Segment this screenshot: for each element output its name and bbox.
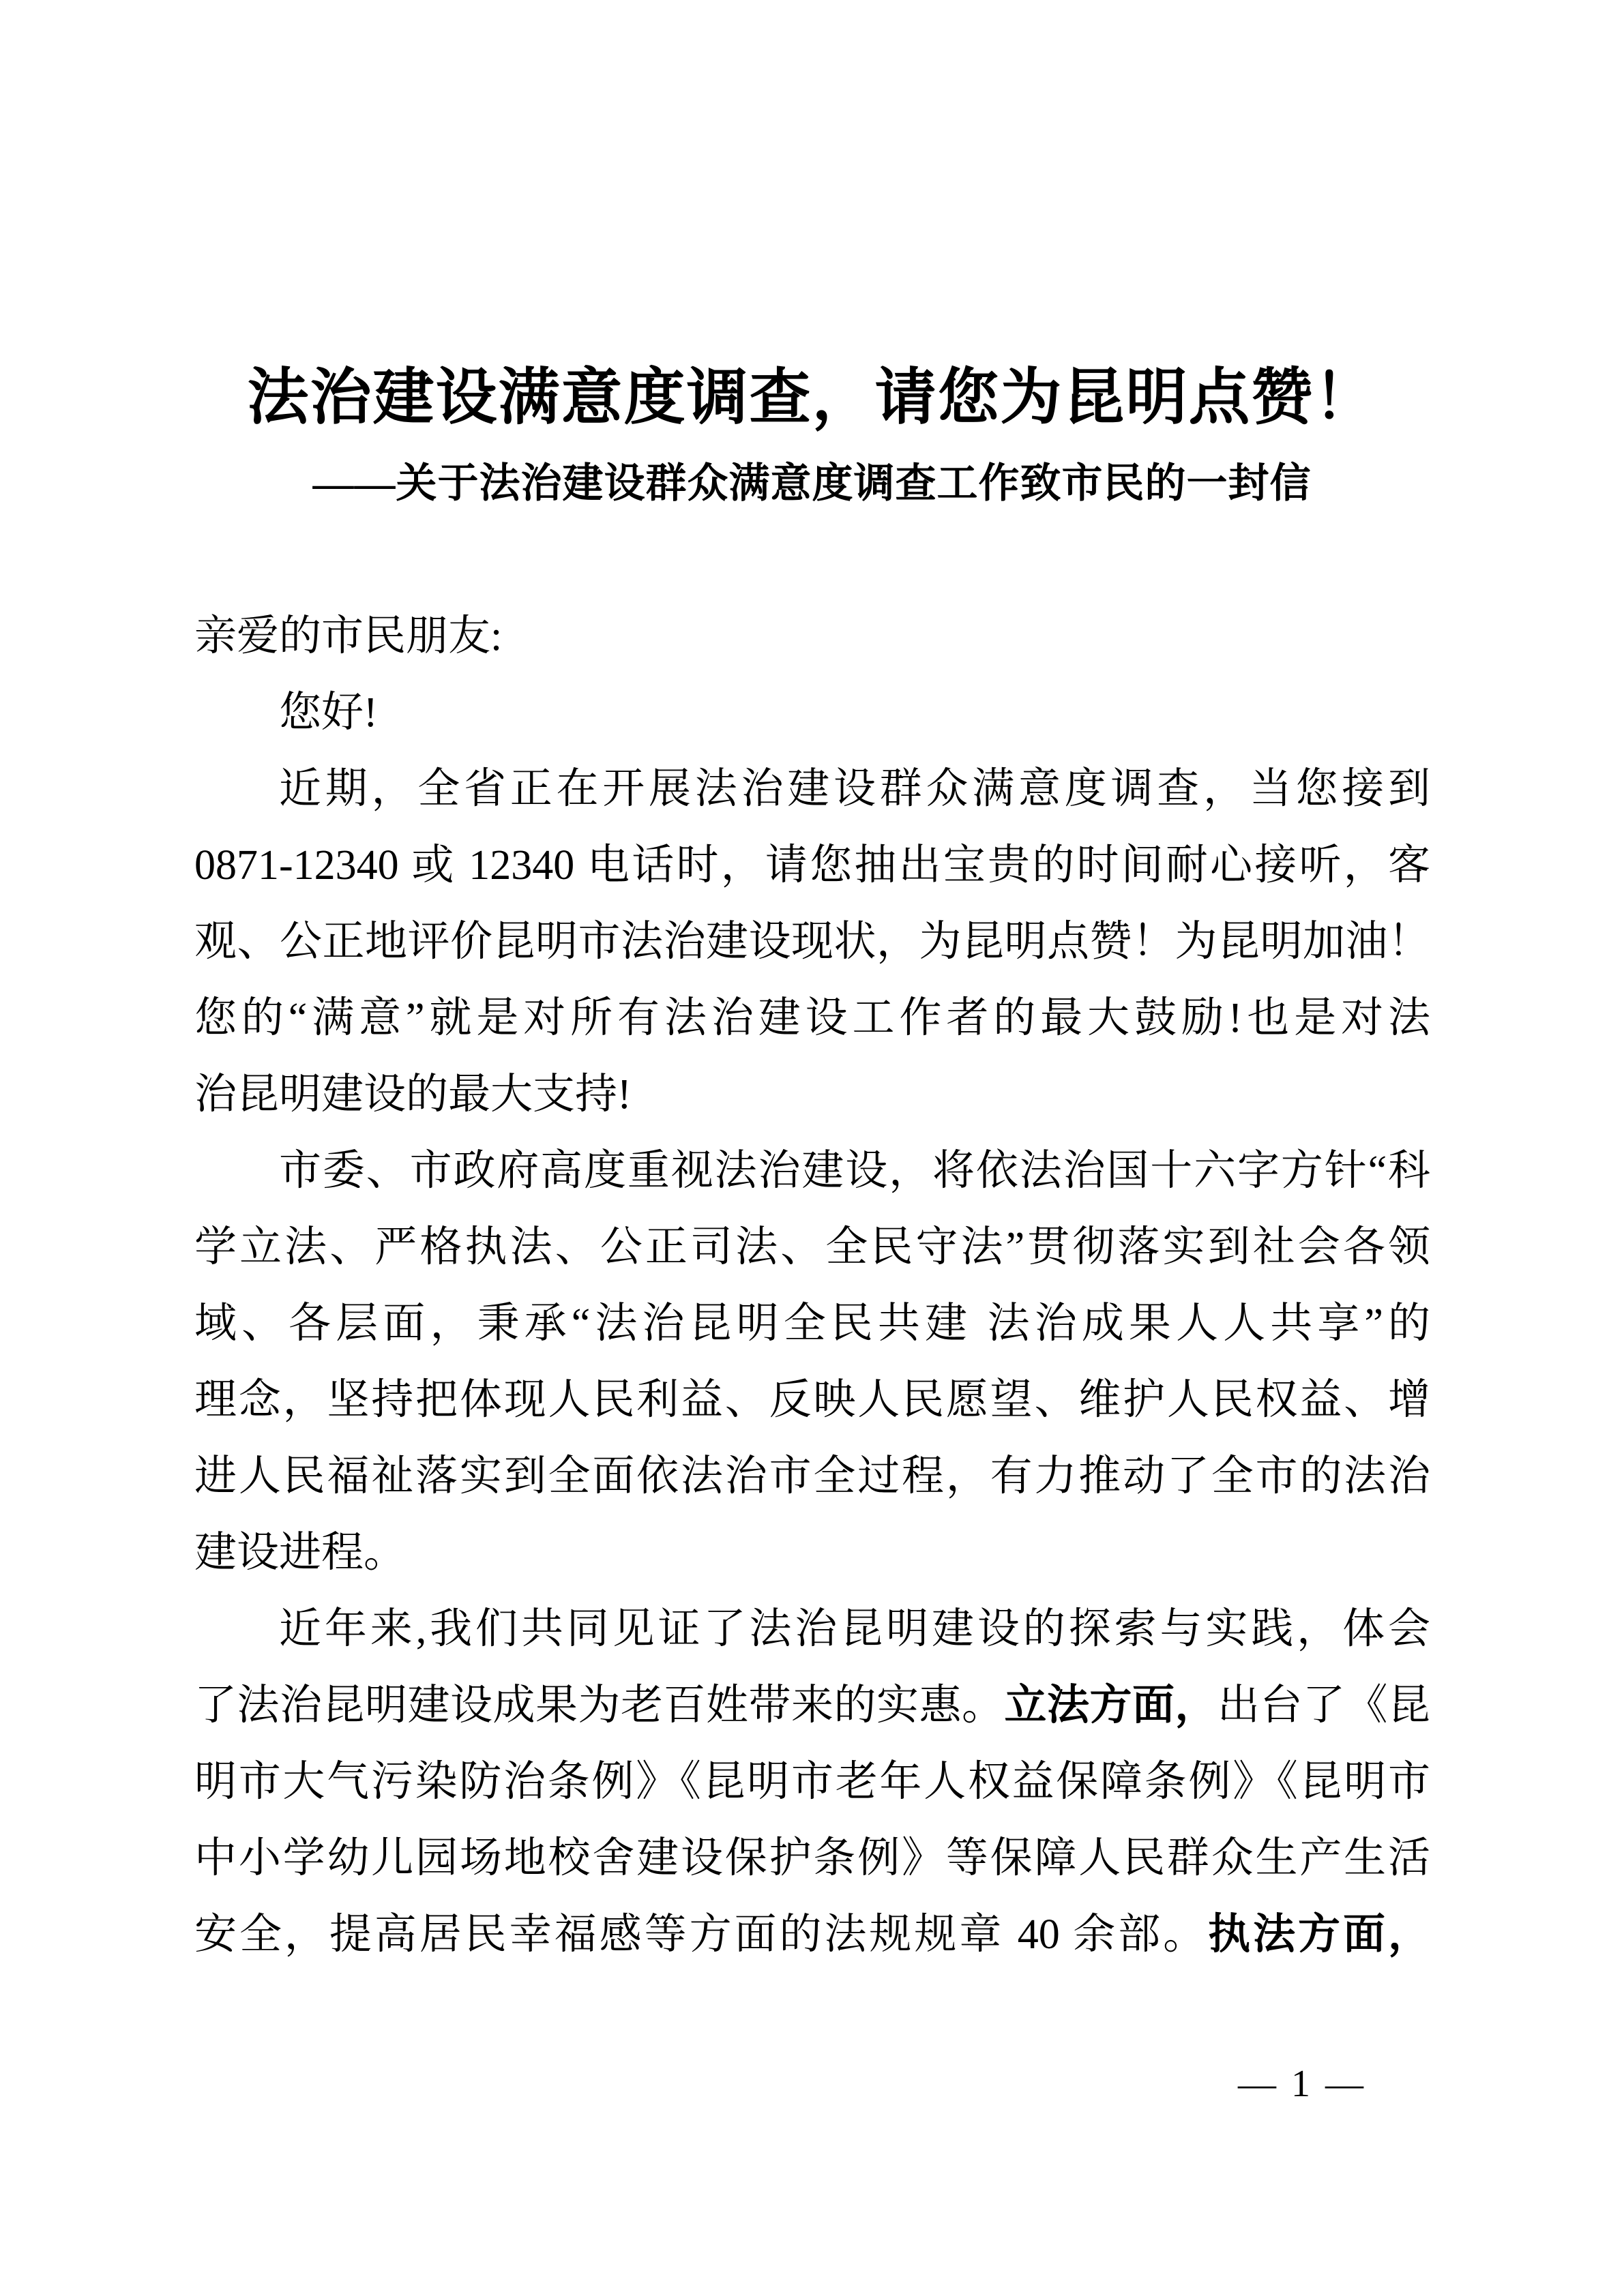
text-run: 市委、市政府高度重视法治建设，将依法治国十六字方针“科 (279, 1148, 1430, 1194)
text-run: 建设进程。 (194, 1530, 407, 1576)
text-run: 您的“满意”就是对所有法治建设工作者的最大鼓励!也是对法 (194, 995, 1430, 1041)
letter-body (194, 598, 1430, 1973)
body-line (194, 1285, 1430, 1362)
body-line (194, 1056, 1430, 1133)
text-run: 出台了《昆 (1217, 1682, 1430, 1729)
text-run: 观、公正地评价昆明市法治建设现状，为昆明点赞！为昆明加油！ (194, 919, 1430, 965)
text-run: 治昆明建设的最大支持! (194, 1071, 632, 1118)
body-line (194, 1209, 1430, 1285)
text-run: 近年来,我们共同见证了法治昆明建设的探索与实践，体会 (279, 1606, 1430, 1652)
bold-phrase: 立法方面， (1004, 1682, 1217, 1729)
text-run: 域、各层面，秉承“法治昆明全民共建 法治成果人人共享”的 (194, 1300, 1430, 1347)
body-line (194, 980, 1430, 1056)
body-line (194, 674, 1430, 751)
body-line (194, 1667, 1430, 1744)
text-run: 进人民福祉落实到全面依法治市全过程，有力推动了全市的法治 (194, 1453, 1430, 1500)
text-run: 明市大气污染防治条例》《昆明市老年人权益保障条例》《昆明市 (194, 1759, 1430, 1805)
body-line (194, 1591, 1430, 1667)
text-run: 学立法、严格执法、公正司法、全民守法”贯彻落实到社会各领 (194, 1224, 1430, 1270)
text-run: 中小学幼儿园场地校舍建设保护条例》等保障人民群众生产生活 (194, 1835, 1430, 1881)
body-line (194, 1133, 1430, 1209)
body-line (194, 1820, 1430, 1896)
body-line (194, 1438, 1430, 1515)
body-line (194, 1515, 1430, 1591)
text-run: 亲爱的市民朋友: (194, 613, 503, 659)
text-run: 您好! (279, 689, 378, 736)
body-line (194, 751, 1430, 827)
body-line (194, 1744, 1430, 1820)
text-run: 安全，提高居民幸福感等方面的法规规章 40 余部。 (194, 1911, 1209, 1958)
page-title: 法治建设满意度调查，请您为昆明点赞！ (247, 364, 1377, 432)
body-line (194, 827, 1430, 904)
body-line (194, 904, 1430, 980)
text-run: 了法治昆明建设成果为老百姓带来的实惠。 (194, 1682, 1005, 1729)
bold-phrase: 执法方面， (1208, 1911, 1430, 1958)
page-subtitle: ——关于法治建设群众满意度调查工作致市民的一封信 (312, 461, 1312, 506)
page-number: — 1 — (1238, 2063, 1366, 2105)
body-line (194, 1896, 1430, 1973)
text-run: 0871-12340 或 12340 电话时，请您抽出宝贵的时间耐心接听，客 (194, 842, 1430, 889)
text-run: 近期，全省正在开展法治建设群众满意度调查，当您接到 (279, 766, 1430, 812)
text-run: 理念，坚持把体现人民利益、反映人民愿望、维护人民权益、增 (194, 1377, 1430, 1423)
body-line (194, 598, 1430, 674)
body-line (194, 1362, 1430, 1438)
